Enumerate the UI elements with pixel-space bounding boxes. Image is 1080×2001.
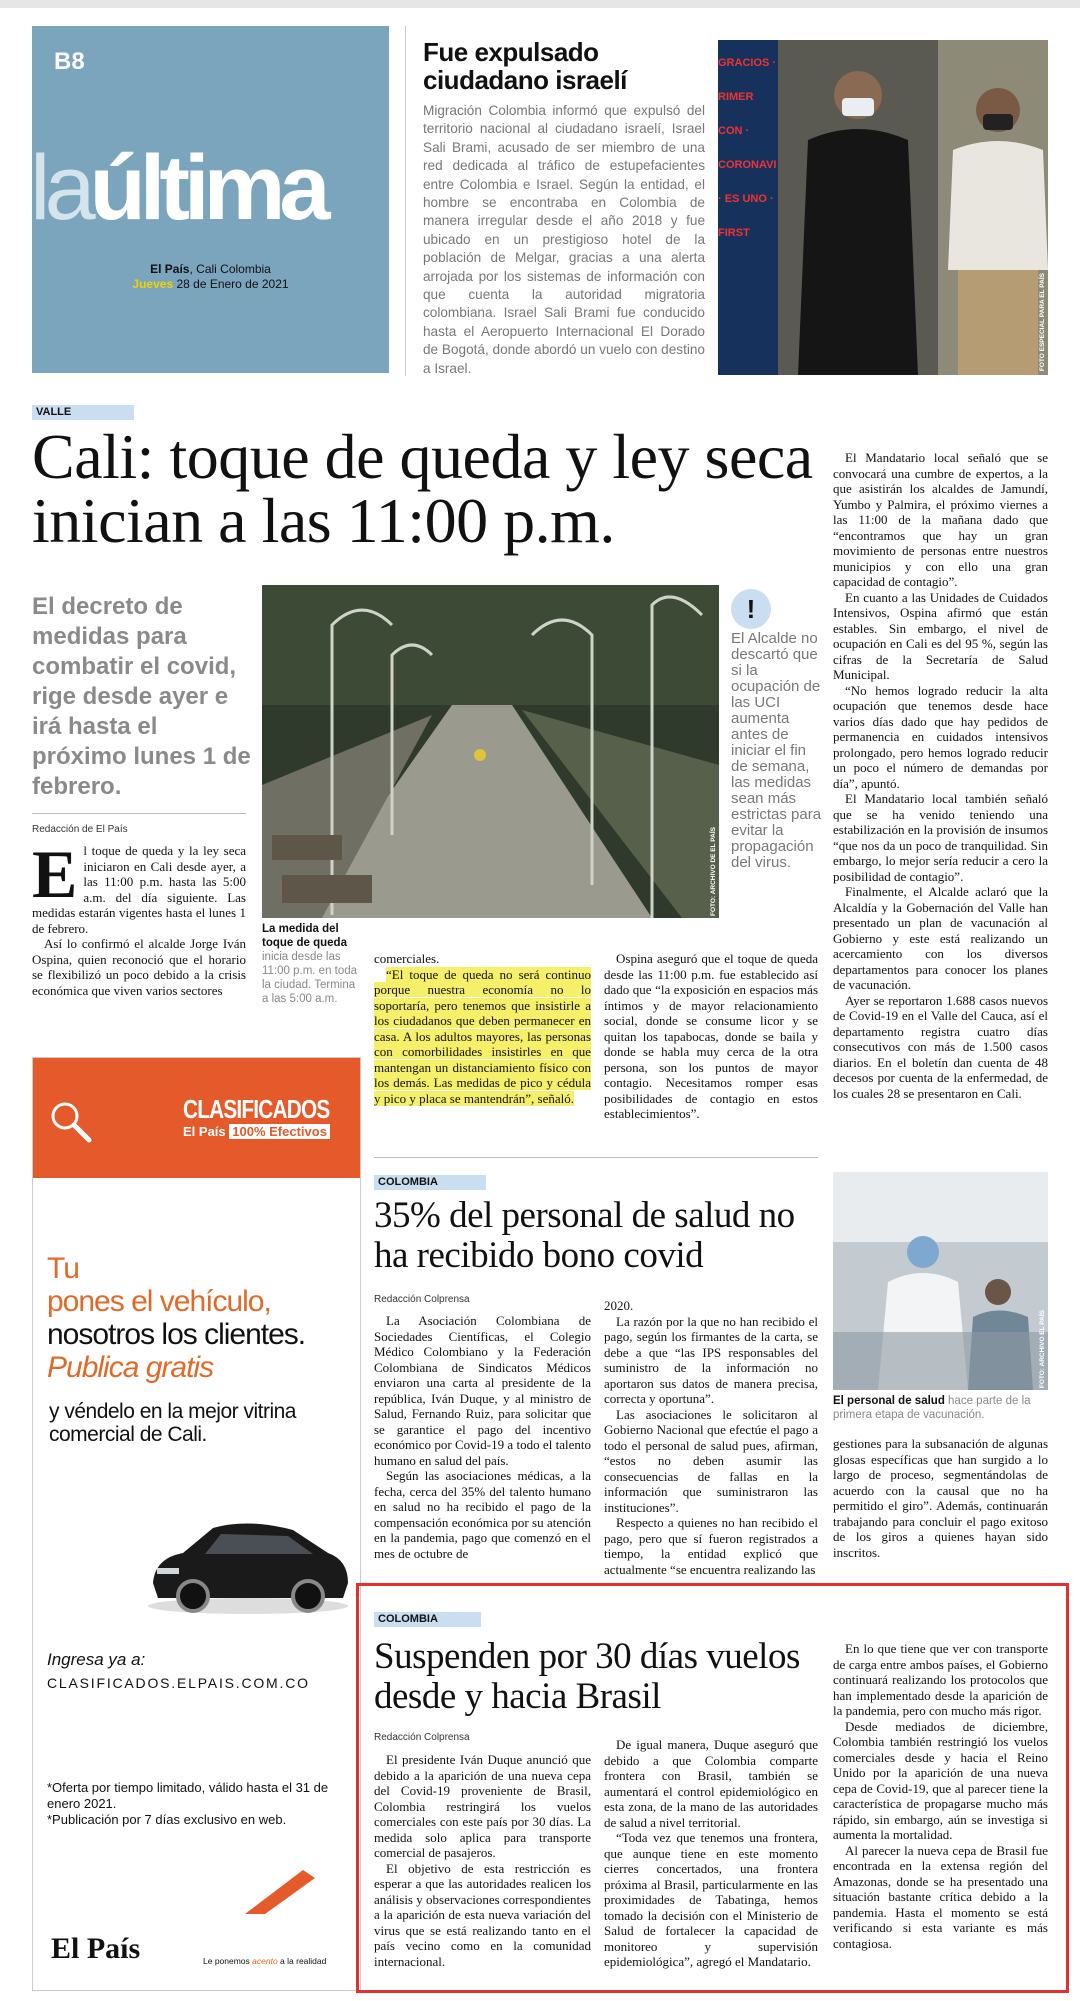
page-number: B8 <box>54 48 85 75</box>
caption-bold: El personal de salud <box>833 1395 945 1407</box>
caption-text: inicia desde las 11:00 p.m. en toda la ciudad. Termina a las 5:00 a.m. <box>262 951 358 1005</box>
classifieds-ad[interactable] <box>32 1057 361 1991</box>
accent-mark-icon <box>245 1866 315 1916</box>
brazil-col3-p3: Al parecer la nueva cepa de Brasil fue encontrada en la extensa región del Amazonas, donde se ha presentado una situación bastante crítica debido a la pandemia. Hasta el momento se está verificando si esta variante es más contagiosa. <box>833 1842 1048 1951</box>
lead-col1-p1: l toque de queda y la ley seca iniciaron en Cali desde ayer, a las 11:00 p.m. hasta las 5:00 a.m. del día siguiente. Las medidas estarán vigentes hasta el lunes 1 de febrero. <box>32 843 246 936</box>
ad-line3: nosotros los clientes. <box>47 1318 306 1351</box>
ad-logo: El País <box>51 1932 141 1965</box>
ad-tag-c: a la realidad <box>277 1956 327 1966</box>
ad-clasificados: CLASIFICADOS <box>183 1094 330 1124</box>
people-illustration <box>778 40 1048 375</box>
lead-photo <box>262 585 719 918</box>
brazil-col2-p1: De igual manera, Duque aseguró que debido a que Colombia comparte frontera con Brasil, también se aumentará el control epidemiológico en esta zona, de la mano de las autoridades de salud a nivel territorial. <box>604 1737 818 1830</box>
top-border <box>0 0 1080 8</box>
right-p2: En cuanto a las Unidades de Cuidados Intensivos, Ospina afirmó que están estables. Sin embargo, el nivel de ocupación en Cali es del 95 %, según las cifras de la Secretaría de Salud Municipal. <box>833 589 1048 682</box>
ad-sub-badge: 100% Efectivos <box>229 1124 330 1139</box>
banner-text: GRACIOS · RIMER CON · CORONAVI · ES UNO · FIRST <box>718 57 777 239</box>
lead-caption <box>262 922 360 1006</box>
ad-ingresa: Ingresa ya a: <box>47 1650 146 1669</box>
vaccination-illustration <box>833 1172 1048 1390</box>
health-col2-p1: 2020. <box>604 1298 634 1313</box>
health-col-3 <box>833 1436 1048 1560</box>
ad-url-link[interactable]: CLASIFICADOS.ELPAIS.COM.CO <box>47 1675 310 1691</box>
masthead <box>32 26 389 373</box>
ad-note-1: *Oferta por tiempo limitado, válido hasta el 31 de enero 2021. <box>47 1780 329 1811</box>
right-p5: Finalmente, el Alcalde aclaró que la Alcaldía y la Gobernación del Valle han presentado un plan de vacunación al Gobierno y este está realizando un acercamiento con los diversos departamentos para conocer los planes de vacunación. <box>833 884 1048 992</box>
lead-byline: Redacción de El País <box>32 824 128 835</box>
city: , Cali Colombia <box>189 262 271 276</box>
brand-la: la <box>30 137 90 239</box>
lead-col2-p1: comerciales. <box>374 951 440 966</box>
health-photo <box>833 1172 1048 1390</box>
ad-banner <box>33 1058 360 1178</box>
caption-text: hace parte de la primera etapa de vacunación. <box>833 1395 1031 1421</box>
alert-icon: ! <box>731 589 771 629</box>
health-col2-p4: Respecto a quienes no han recibido el pago, pero que sí fueron registrados a tiempo, la entidad explicó que actualmente “se encuentra realizando las <box>604 1515 818 1577</box>
section-tag: COLOMBIA <box>374 1175 486 1190</box>
lead-col1-p2: Así lo confirmó el alcalde Jorge Iván Ospina, quien reconoció que el horario se flexibilizó un poco debido a la crisis económica que viven varios sectores <box>32 936 246 998</box>
brazil-col1-p1: El presidente Iván Duque anunció que debido a la aparición de una nueva cepa del Covid-19 proveniente de Brasil, Colombia restringirá los vuelos comerciales con este país por 30 días. La medida solo aplica para transporte comercial de pasajeros. <box>374 1752 591 1860</box>
brazil-headline: Suspenden por 30 días vuelos desde y hacia Brasil <box>374 1636 800 1717</box>
brazil-byline: Redacción Colprensa <box>374 1732 470 1743</box>
street-illustration <box>262 585 719 918</box>
lead-deck: El decreto de medidas para combatir el covid, rige desde ayer e irá hasta el próximo lunes 1 de febrero. <box>32 593 251 800</box>
ad-line4: Publica gratis <box>47 1351 214 1384</box>
brazil-col1-p2: El objetivo de esta restricción es esperar a que las autoridades realicen los análisis y observaciones correspondientes a la aparición de esta nueva variación del virus que se está realizando tanto en el país vecino como en la comunidad internacional. <box>374 1860 591 1969</box>
photo-credit: FOTO ESPECIAL PARA EL PAÍS <box>1039 272 1046 371</box>
lead-col-2 <box>374 951 591 1106</box>
brand-ultima: última <box>89 137 325 239</box>
lead-col3-p1: Ospina aseguró que el toque de queda desde las 11:00 p.m. fue establecido así dado que “la exposición en espacios más íntimos y de mayor relacionamiento social, donde se consume licor y se quitan los tapabocas, donde se baila y donde se habla muy cerca de la otra persona, son los puntos de mayor contagio. Necesitamos romper esas posibilidades de contagio en estos establecimientos”. <box>604 951 818 1121</box>
search-icon <box>47 1098 95 1146</box>
health-col3-p1: gestiones para la subsanación de algunas glosas específicas que han surgido a lo largo de proceso, segmentándolas de acuerdo con la causal que no ha permitido el giro”. Además, continuarán trabajando para concluir el pago exitoso de los giros a quienes hayan sido inscritos. <box>833 1436 1048 1560</box>
section-tag: COLOMBIA <box>374 1612 481 1627</box>
right-p1: El Mandatario local señaló que se convocará una cumbre de expertos, a la que asistirán los alcaldes de Jamundí, Yumbo y Palmira, el próximo viernes a las 11:00 de la mañana dado que “encontramos que hay un gran movimiento de personas entre nuestros municipios y con ello una gran capacidad de contagio”. <box>833 450 1048 589</box>
ad-tagline <box>203 1956 326 1966</box>
photo-credit: FOTO: ARCHIVO EL PAÍS <box>1039 1309 1046 1388</box>
right-p4: El Mandatario local también señaló que se ha venido teniendo una estabilización en la provisión de insumos “que nos da un poco de tranquilidad. Sin embargo, lo mejor sería reducir a cero la posibilidad de contagio”. <box>833 791 1048 884</box>
alert-text: El Alcalde no descartó que si la ocupación de las UCI aumenta antes de iniciar el fin de semana, las medidas sean más estrictas para evitar la propagación del virus. <box>731 630 822 871</box>
rule <box>374 1157 818 1158</box>
ad-notes <box>47 1780 347 1828</box>
brazil-col-3 <box>833 1641 1048 1951</box>
brazil-col3-p1: En lo que tiene que ver con transporte de carga entre ambos países, el Gobierno continuará realizando los protocolos que han implementado desde la aparición de la pandemia, pero con mucho más rigor. <box>833 1641 1048 1718</box>
lead-col-3 <box>604 951 818 1122</box>
health-headline: 35% del personal de salud no ha recibido bono covid <box>374 1195 795 1276</box>
brazil-col-2 <box>604 1737 818 1970</box>
health-col-2 <box>604 1298 818 1577</box>
paper-name: El País <box>150 262 190 276</box>
car-illustration <box>143 1498 353 1618</box>
lead-right-column <box>833 450 1048 1101</box>
health-col1-p2: Según las asociaciones médicas, a la fecha, cerca del 35% del talento humano en salud no ha recibido el pago de la compensación económica por su atención en la pandemia, pago que comenzó en el mes de octubre de <box>374 1468 591 1561</box>
health-col2-p3: Las asociaciones le solicitaron al Gobierno Nacional que efectúe el pago a todo el personal de salud pues, afirman, “estos no deben asumir las consecuencias de fallas en la información que suministraron las instituciones”. <box>604 1406 818 1515</box>
dropcap: E <box>32 836 78 912</box>
rule <box>32 813 246 814</box>
health-col1-p1: La Asociación Colombiana de Sociedades Científicas, el Colegio Médico Colombiano y la Federación Colombiana de Sindicatos Médicos enviaron una carta al presidente de la república, Iván Duque, y al ministro de Salud, Fernando Ruiz, para solicitar que se garantice el pago del incentivo económico por Covid-19 a todo el talento humano en salud del país. <box>374 1313 591 1468</box>
brazil-col3-p2: Desde mediados de diciembre, Colombia también restringió los vuelos comerciales desde y hacia el Reino Unido por la aparición de una nueva cepa de Covid-19, que al parecer tiene la característica de propagarse mucho más rápido, sin embargo, aún se investiga si aumenta la mortalidad. <box>833 1718 1048 1842</box>
ad-note-2: *Publicación por 7 días exclusivo en web. <box>47 1812 287 1827</box>
ad-line1: Tu <box>47 1252 79 1285</box>
right-p3: “No hemos logrado reducir la alta ocupación que tenemos desde hace varios días dado que hay pedidos de permanencia en cuidados intensivos prolongado, pero hemos logrado reducir un poco el número de demandas por día”, apuntó. <box>833 682 1048 791</box>
ad-subtitle <box>183 1124 330 1139</box>
health-byline: Redacción Colprensa <box>374 1294 470 1305</box>
highlighted-quote: “El toque de queda no será continuo porque nuestra economía no lo soportaría, pero tenemos que insistirle a los ciudadanos que deben permanecer en casa. A los adultos mayores, las personas con comorbilidades insistirles en que mantengan un distanciamiento físico con los demás. Las medidas de pico y cédula y pico y placa se mantendrán”, señaló. <box>374 966 591 1106</box>
brazil-col2-p2: “Toda vez que tenemos una frontera, que aunque tiene en este momento cierres concertados, una frontera próxima al Brasil, particularmente en las proximidades de Tabatinga, hemos tomado la decisión con el Ministerio de Salud de fortalecer la capacidad de monitoreo y supervisión epidemiológica”, agregó el Mandatario. <box>604 1830 818 1969</box>
health-col-1 <box>374 1313 591 1561</box>
ad-tag-a: Le ponemos <box>203 1956 253 1966</box>
lead-col-1 <box>32 836 246 998</box>
brief-headline: Fue expulsado ciudadano israelí <box>423 37 627 95</box>
section-tag: VALLE <box>32 405 134 420</box>
photo-credit: FOTO: ARCHIVO DE EL PAÍS <box>710 827 717 916</box>
weekday: Jueves <box>132 277 174 291</box>
ad-tag-b: acento <box>252 1956 278 1966</box>
ad-slogan-secondary: y véndelo en la mejor vitrina comercial de Cali. <box>49 1400 296 1446</box>
brief-body: Migración Colombia informó que expulsó del territorio nacional al ciudadano israelí, Israel Sali Brami, acusado de ser miembro de una red dedicada al tráfico de estupefacientes entre Colombia e Israel. Según la entidad, el hombre se encontraba en Colombia de manera irregular desde el año 2018 y fue ubicado en un prestigioso hotel de la población de Melgar, gracias a una alerta arrojada por los sistemas de información con que cuenta la autoridad migratoria colombiana. Israel Sali Brami fue conducido hasta el Aeropuerto Internacional El Dorado de Bogotá, donde abordó un vuelo con destino a Israel. <box>423 103 705 376</box>
dateline <box>32 262 389 292</box>
brief-photo <box>718 40 1048 375</box>
date: 28 de Enero de 2021 <box>173 277 289 291</box>
ad-slogan-main <box>47 1252 357 1384</box>
brazil-col-1 <box>374 1752 591 1969</box>
right-p6: Ayer se reportaron 1.688 casos nuevos de Covid-19 en el Valle del Cauca, así el departamento registra cuatro días consecutivos con más de 1.500 casos diarios. En el boletín dan cuenta de 48 decesos por cuenta de la enfermedad, de los cuales 28 se presentaron en Cali. <box>833 992 1048 1101</box>
health-caption <box>833 1394 1048 1422</box>
divider <box>405 26 406 376</box>
lead-headline: Cali: toque de queda y ley seca inician a las 11:00 p.m. <box>32 421 813 556</box>
health-col2-p2: La razón por la que no han recibido el pago, según los firmantes de la carta, se debe a que “las IPS responsables del suministro de la información no aportaron sus datos de manera precisa, correcta y oportuna”. <box>604 1313 818 1406</box>
caption-bold: La medida del toque de queda <box>262 923 347 949</box>
section-brand <box>30 137 325 239</box>
ad-line2: pones el vehículo, <box>47 1285 271 1318</box>
ad-sub-paper: El País <box>183 1124 226 1139</box>
